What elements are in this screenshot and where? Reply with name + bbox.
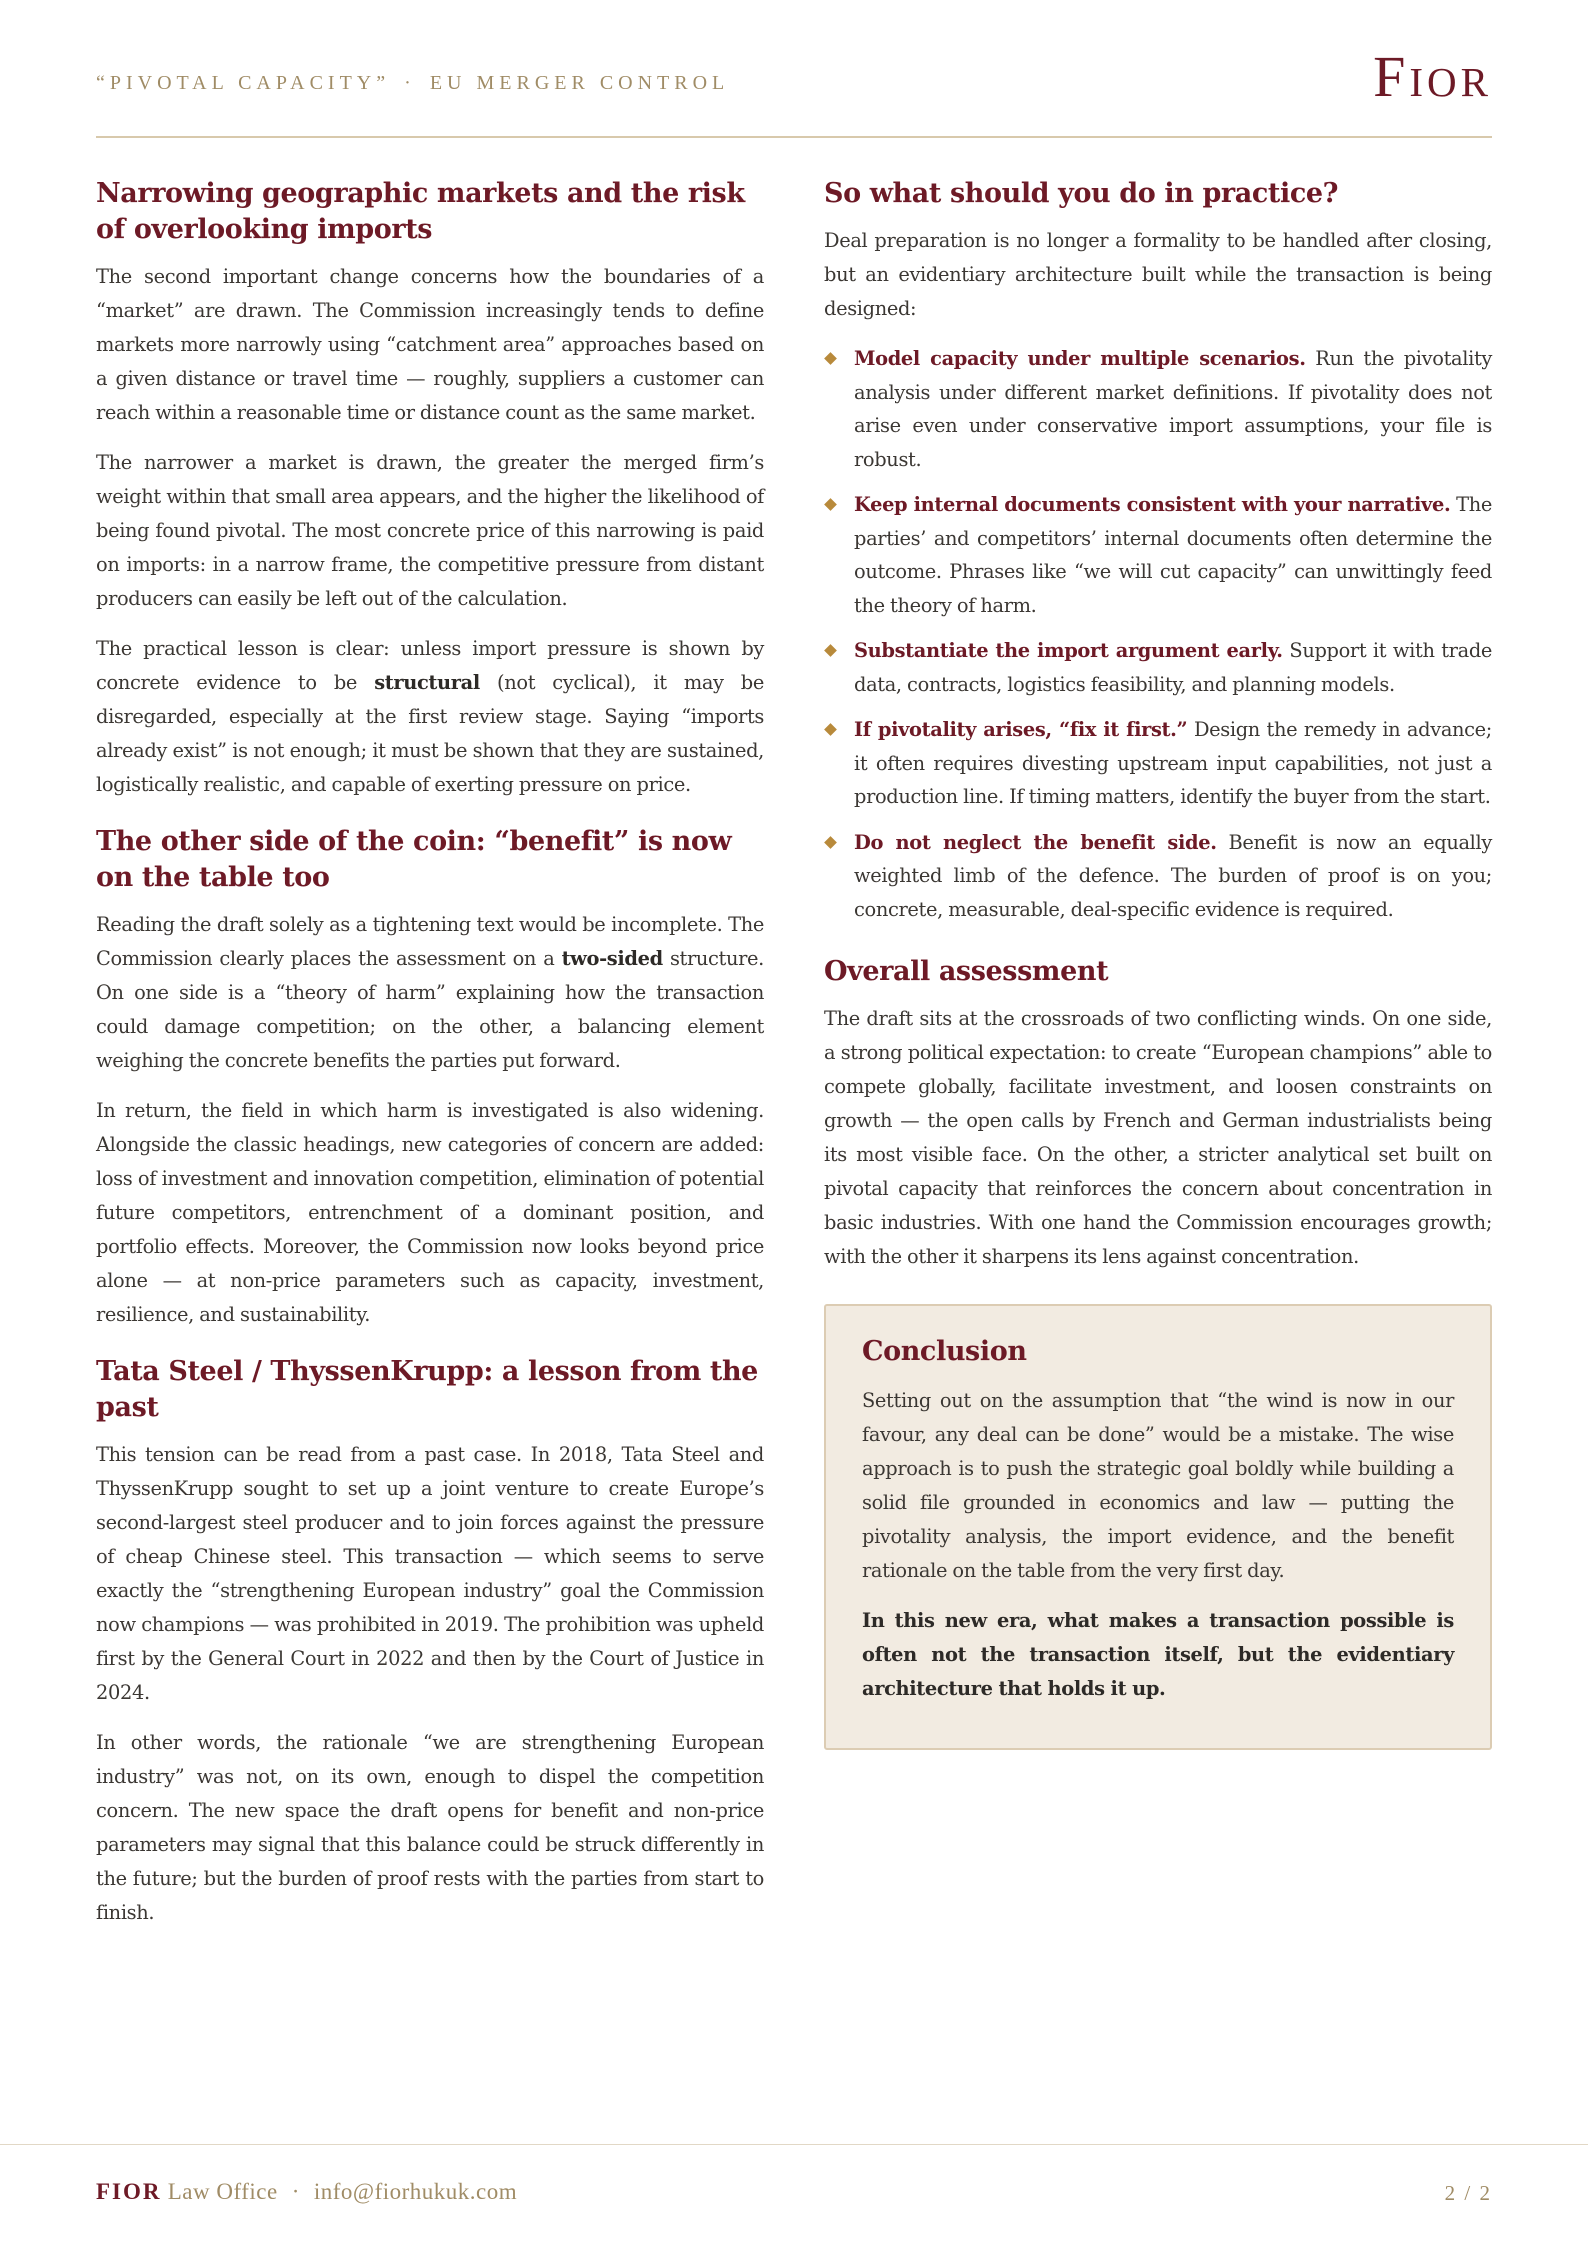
page-header	[96, 0, 1492, 138]
diamond-bullet-icon	[824, 836, 837, 849]
section-heading: So what should you do in practice?	[824, 178, 1339, 209]
list-item	[824, 488, 1492, 622]
list-item-lead: Model capacity under multiple scenarios.	[854, 347, 1306, 370]
emphasis-two-sided: two-sided	[561, 947, 663, 970]
section-heading: Overall assessment	[824, 956, 1109, 987]
list-item-text: Support it with trade data, contracts, logistics feasibility, and planning models.	[854, 639, 1493, 696]
footer-brand: FIOR	[96, 2179, 162, 2204]
paragraph	[96, 908, 764, 1078]
section-overall-assessment	[824, 954, 1492, 1274]
section-tata-steel	[96, 1354, 764, 1930]
conclusion-box	[824, 1304, 1492, 1750]
section-heading: The other side of the coin: “benefit” is now on the table too	[96, 826, 732, 893]
diamond-bullet-icon	[824, 498, 837, 511]
header-kicker-area: EU MERGER CONTROL	[429, 72, 730, 94]
footer-separator: ·	[291, 2179, 300, 2204]
page-number: 2 / 2	[1444, 2181, 1492, 2205]
paragraph: The narrower a market is drawn, the greater the merged firm’s weight within that small area appears, and the higher the likelihood of being found pivotal. The most concrete price of this narrowing is paid on imports: in a narrow frame, the competitive pressure from distant producers can easily be left out of the calculation.	[96, 451, 764, 610]
right-column	[824, 176, 1492, 1750]
text-run: structure. On one side is a “theory of harm” explaining how the transaction could damage competition; on the other, a balancing element weighing the concrete benefits the parties put forward.	[96, 947, 764, 1072]
paragraph: The second important change concerns how the boundaries of a “market” are drawn. The Commission increasingly tends to define markets more narrowly using “catchment area” approaches based on a given distance or travel time — roughly, suppliers a customer can reach within a reasonable time or distance count as the same market.	[96, 265, 764, 424]
conclusion-heading: Conclusion	[862, 1336, 1027, 1367]
diamond-bullet-icon	[824, 723, 837, 736]
list-item	[824, 342, 1492, 476]
list-item-lead: Substantiate the import argument early.	[854, 639, 1283, 662]
list-item	[824, 713, 1492, 814]
section-practice	[824, 176, 1492, 926]
list-item-lead: Do not neglect the benefit side.	[854, 830, 1217, 854]
section-geographic-markets	[96, 176, 764, 802]
list-item-text: Design the remedy in advance; it often requires divesting upstream input capabilities, not just a production line. If timing matters, identify the buyer from the start.	[854, 718, 1492, 808]
header-kicker-topic: “PIVOTAL CAPACITY”	[96, 72, 391, 94]
header-kicker	[96, 72, 729, 95]
conclusion-takeaway: In this new era, what makes a transaction possible is often not the transaction itself, but the evidentiary architecture that holds it up.	[862, 1609, 1454, 1700]
text-run: (not cyclical), it may be disregarded, especially at the first review stage. Saying “imports already exist” is not enough; it must be shown that they are sustained, logistically realistic, and capable of exerting pressure on price.	[96, 671, 764, 796]
diamond-bullet-icon	[824, 644, 837, 657]
section-benefit	[96, 824, 764, 1332]
emphasis-structural: structural	[374, 671, 480, 694]
list-item-text: Benefit is now an equally weighted limb of the defence. The burden of proof is on you; concrete, measurable, deal-specific evidence is required.	[854, 830, 1492, 921]
paragraph: Setting out on the assumption that “the wind is now in our favour, any deal can be done” would be a mistake. The wise approach is to push the strategic goal boldly while building a solid file grounded in economics and law — putting the pivotality analysis, the import evidence, and the benefit rationale on the table from the very first day.	[862, 1389, 1454, 1582]
footer-contact	[96, 2179, 517, 2205]
text-run: The practical lesson is clear: unless import pressure is shown by concrete evidence to be	[96, 637, 764, 694]
list-item-lead: If pivotality arises, “fix it first.”	[854, 718, 1188, 741]
paragraph: In return, the field in which harm is investigated is also widening. Alongside the classic headings, new categories of concern are added: loss of investment and innovation competition, elimination of potential future competitors, entrenchment of a dominant position, and portfolio effects. Moreover, the Commission now looks beyond price alone — at non-price parameters such as capacity, investment, resilience, and sustainability.	[96, 1099, 764, 1326]
list-item-text: The parties’ and competitors’ internal documents often determine the outcome. Phrases like “we will cut capacity” can unwittingly feed the theory of harm.	[854, 493, 1492, 617]
paragraph	[96, 632, 764, 802]
footer-office: Law Office	[167, 2179, 278, 2204]
list-item	[824, 634, 1492, 701]
list-item-lead: Keep internal documents consistent with your narrative.	[854, 493, 1451, 516]
section-heading: Narrowing geographic markets and the risk of overlooking imports	[96, 178, 745, 245]
text-run: Reading the draft solely as a tightening text would be incomplete. The Commission clearly places the assessment on a	[96, 913, 764, 970]
brand-logo: Fior	[1373, 44, 1492, 109]
list-item	[824, 826, 1492, 927]
paragraph: Deal preparation is no longer a formality to be handled after closing, but an evidentiary architecture built while the transaction is being designed:	[824, 229, 1492, 320]
list-item-text: Run the pivotality analysis under different market definitions. If pivotality does not arise even under conservative import assumptions, your file is robust.	[854, 347, 1492, 471]
header-kicker-separator: ·	[404, 72, 416, 94]
paragraph: The draft sits at the crossroads of two conflicting winds. On one side, a strong political expectation: to create “European champions” able to compete globally, facilitate investment, and loosen constraints on growth — the open calls by French and German industrialists being its most visible face. On the other, a stricter analytical set built on pivotal capacity that reinforces the concern about concentration in basic industries. With one hand the Commission encourages growth; with the other it sharpens its lens against concentration.	[824, 1007, 1492, 1268]
left-column	[96, 176, 764, 1952]
paragraph: This tension can be read from a past case. In 2018, Tata Steel and ThyssenKrupp sought to set up a joint venture to create Europe’s second-largest steel producer and to join forces against the pressure of cheap Chinese steel. This transaction — which seems to serve exactly the “strengthening European industry” goal the Commission now champions — was prohibited in 2019. The prohibition was upheld first by the General Court in 2022 and then by the Court of Justice in 2024.	[96, 1443, 764, 1704]
section-heading: Tata Steel / ThyssenKrupp: a lesson from the past	[96, 1356, 758, 1423]
diamond-bullet-icon	[824, 352, 837, 365]
paragraph: In other words, the rationale “we are strengthening European industry” was not, on its own, enough to dispel the competition concern. The new space the draft opens for benefit and non-price parameters may signal that this balance could be struck differently in the future; but the burden of proof rests with the parties from start to finish.	[96, 1731, 764, 1924]
recommendation-list	[824, 342, 1492, 926]
page-footer	[0, 2144, 1588, 2247]
footer-email-link[interactable]: info@fiorhukuk.com	[313, 2179, 518, 2204]
